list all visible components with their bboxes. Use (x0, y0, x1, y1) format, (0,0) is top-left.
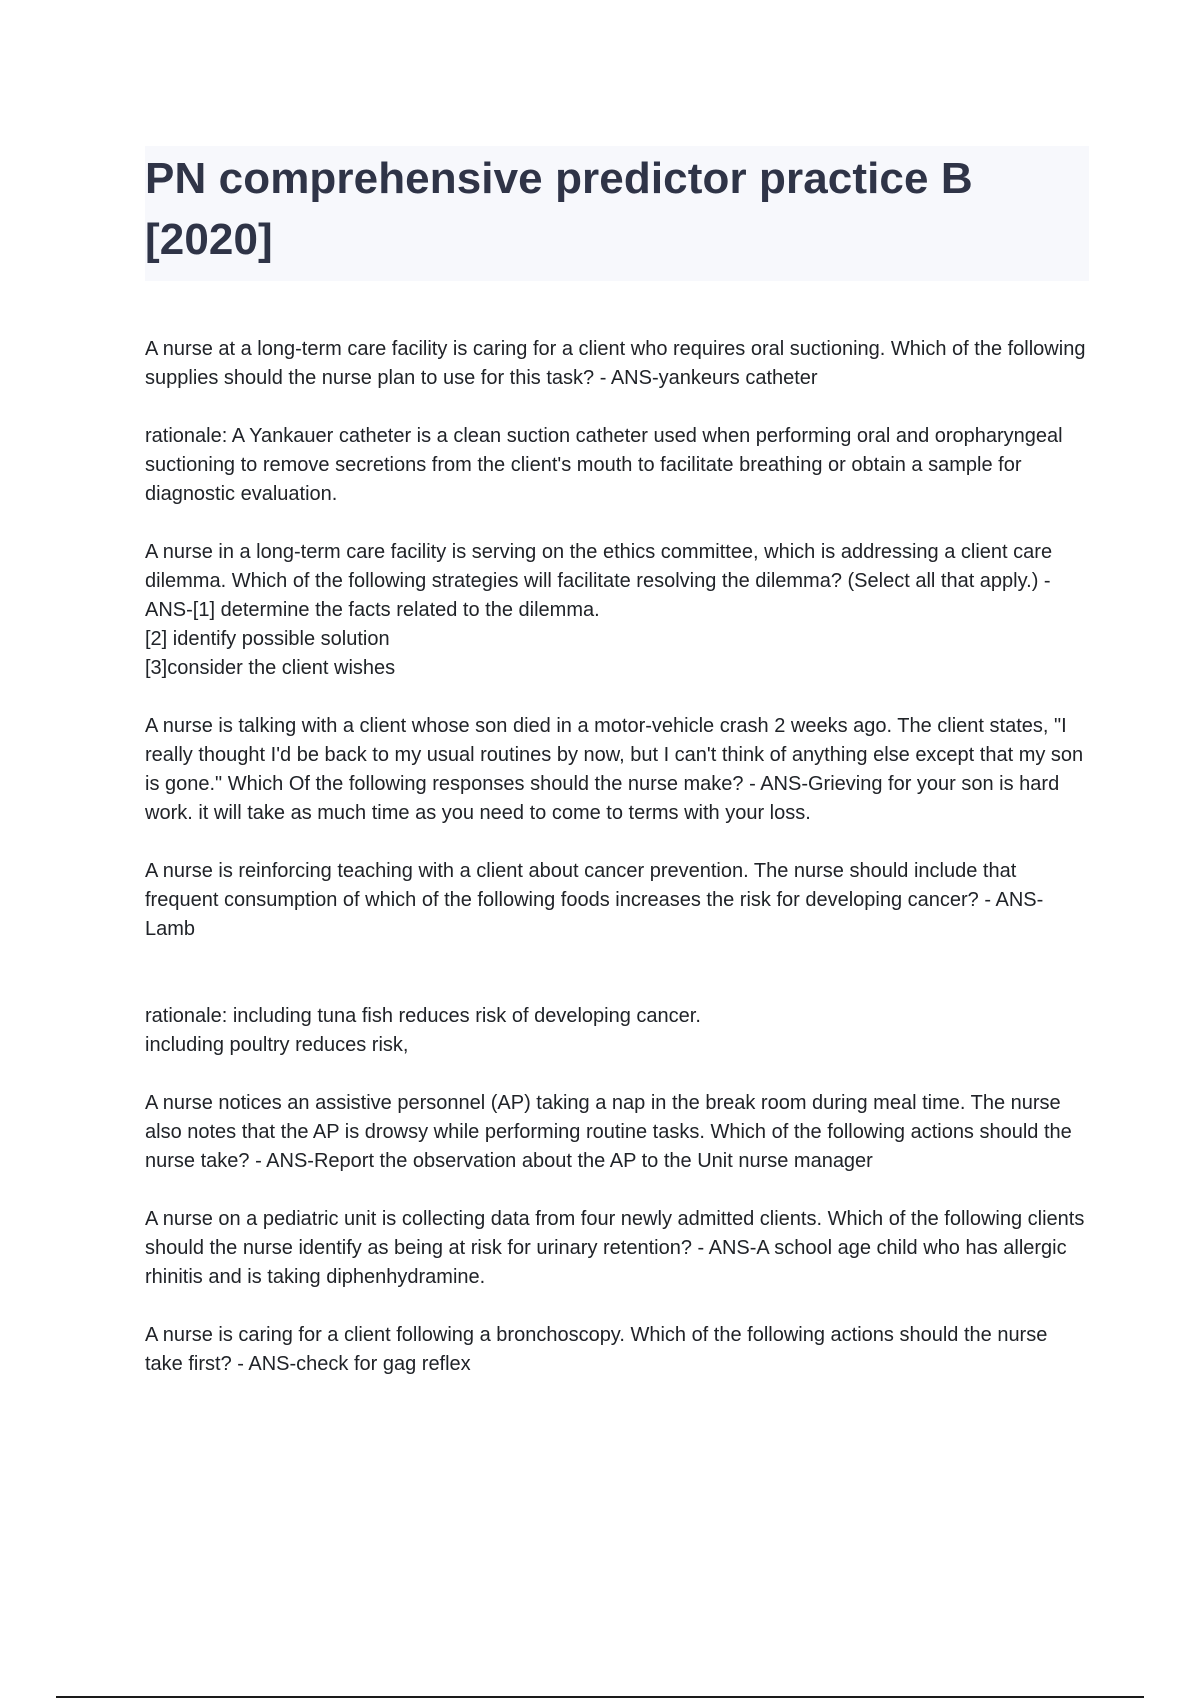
spacer (145, 1176, 1090, 1205)
spacer (145, 683, 1090, 712)
question-item: A nurse is caring for a client following a bronchoscopy. Which of the following actions should the nurse take first? - ANS-check for gag reflex (145, 1324, 1048, 1375)
question-item: A nurse is talking with a client whose son died in a motor-vehicle crash 2 weeks ago. The client states, "I really thought I'd be back to my usual routines by now, but I can't think of anything else except that my son is gone." Which Of the following responses should the nurse make? - ANS-Grieving for your son is hard work. it will take as much time as you need to come to terms with your loss. (145, 715, 1084, 824)
question-item: A nurse notices an assistive personnel (AP) taking a nap in the break room during meal time. The nurse also notes that the AP is drowsy while performing routine tasks. Which of the following actions should the nurse take? - ANS-Report the observation about the AP to the Unit nurse manager (145, 1092, 1072, 1172)
spacer (145, 944, 1090, 1002)
rationale-item: rationale: A Yankauer catheter is a clean suction catheter used when performing oral and oropharyngeal suctioning to remove secretions from the client's mouth to facilitate breathing or obtain a sample for diagnostic evaluation. (145, 425, 1063, 505)
rationale-item: rationale: including tuna fish reduces risk of developing cancer. including poultry reduces risk, (145, 1005, 701, 1056)
spacer (145, 828, 1090, 857)
spacer (145, 393, 1090, 422)
question-item: A nurse is reinforcing teaching with a client about cancer prevention. The nurse should include that frequent consumption of which of the following foods increases the risk for developing cancer? - ANS-Lamb (145, 860, 1044, 940)
spacer (145, 1060, 1090, 1089)
page-bottom-divider (56, 1696, 1144, 1698)
question-item: A nurse on a pediatric unit is collecting data from four newly admitted clients. Which of the following clients should the nurse identify as being at risk for urinary retention? - ANS-A school age child who has allergic rhinitis and is taking diphenhydramine. (145, 1208, 1085, 1288)
page-title: PN comprehensive predictor practice B [2020] (145, 154, 973, 264)
spacer (145, 509, 1090, 538)
question-item: A nurse in a long-term care facility is serving on the ethics committee, which is addressing a client care dilemma. Which of the following strategies will facilitate resolving the dilemma? (Select all that apply.) - ANS-[1] determine the facts related to the dilemma. [2] identify possible solution [3]consider the client wishes (145, 541, 1053, 679)
question-item: A nurse at a long-term care facility is caring for a client who requires oral suctioning. Which of the following supplies should the nurse plan to use for this task? - ANS-yankeurs catheter (145, 338, 1086, 389)
question-list (145, 335, 1090, 1379)
spacer (145, 1292, 1090, 1321)
title-banner (145, 146, 1089, 281)
